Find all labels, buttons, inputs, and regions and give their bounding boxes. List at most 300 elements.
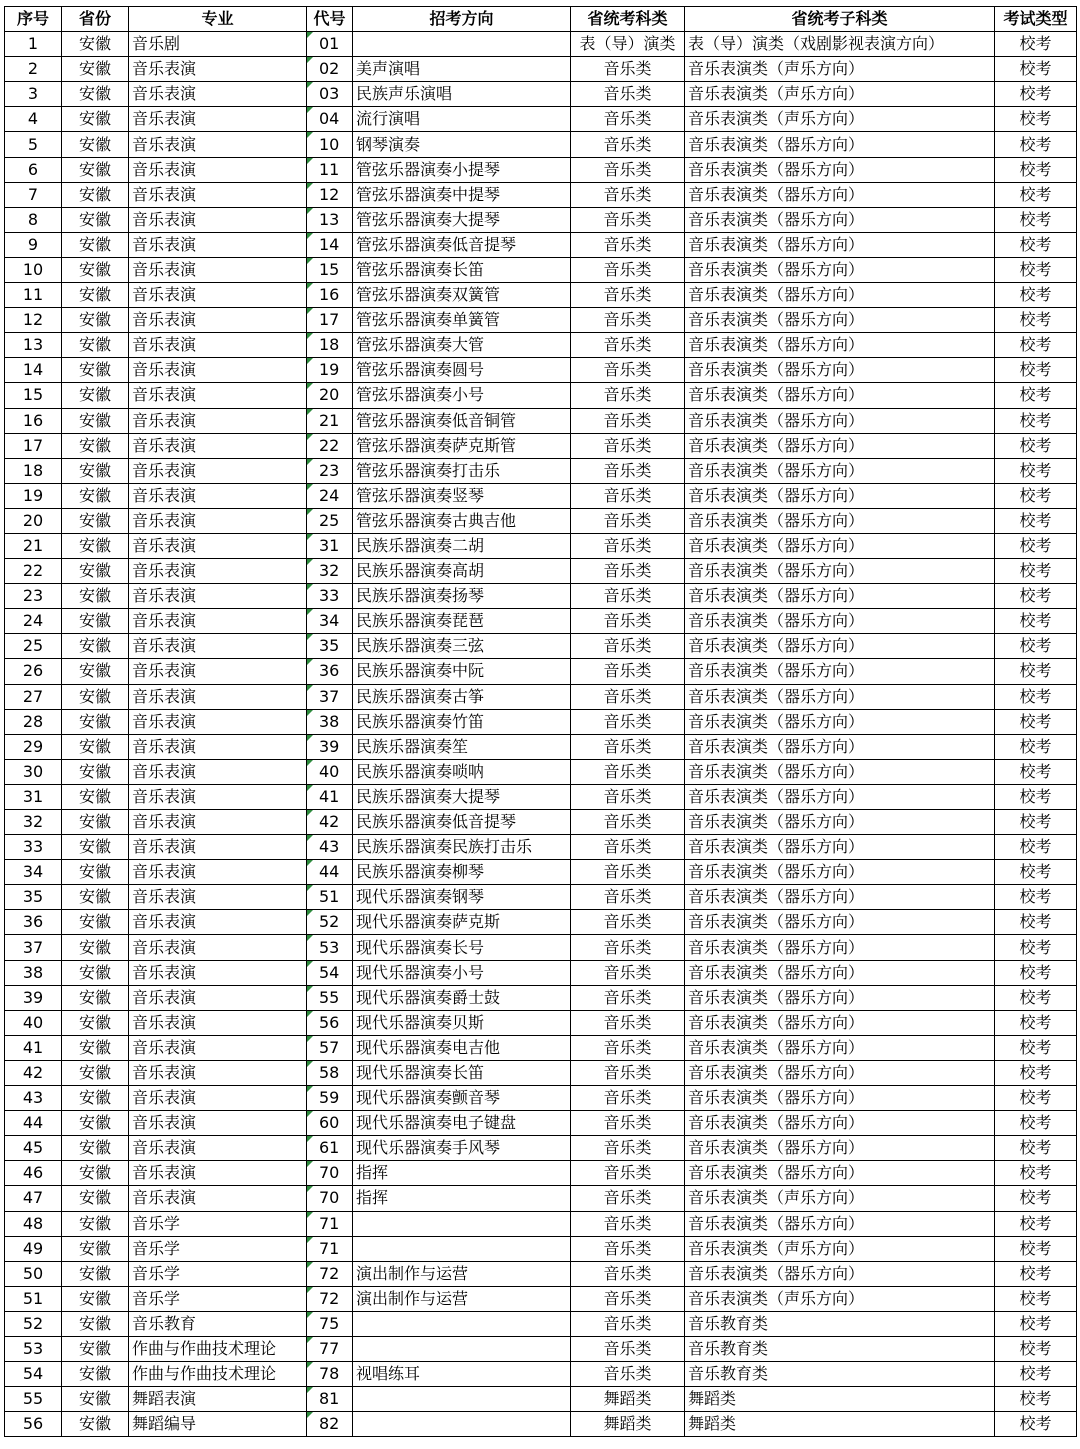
cell-exam-type: 校考 [995,1060,1077,1085]
cell-subcategory: 音乐表演类（器乐方向） [685,935,995,960]
cell-category: 音乐类 [571,1161,685,1186]
cell-subcategory: 音乐表演类（声乐方向） [685,82,995,107]
cell-province: 安徽 [62,885,129,910]
cell-code: 11 [307,157,353,182]
cell-seq: 24 [5,609,62,634]
cell-exam-type: 校考 [995,684,1077,709]
cell-exam-type: 校考 [995,1311,1077,1336]
table-row [5,1211,1077,1236]
cell-category: 音乐类 [571,483,685,508]
cell-code: 57 [307,1035,353,1060]
cell-direction: 流行演唱 [353,107,571,132]
cell-category: 音乐类 [571,584,685,609]
header-code: 代号 [307,7,353,32]
cell-direction: 民族乐器演奏唢呐 [353,759,571,784]
cell-major: 音乐表演 [129,433,307,458]
cell-subcategory: 音乐表演类（器乐方向） [685,559,995,584]
cell-subcategory: 音乐表演类（器乐方向） [685,1161,995,1186]
cell-direction: 管弦乐器演奏竖琴 [353,483,571,508]
admission-table [4,6,1077,1437]
cell-category: 音乐类 [571,458,685,483]
cell-code: 82 [307,1412,353,1437]
cell-major: 音乐表演 [129,207,307,232]
cell-exam-type: 校考 [995,1336,1077,1361]
cell-province: 安徽 [62,157,129,182]
cell-category: 音乐类 [571,358,685,383]
cell-category: 音乐类 [571,283,685,308]
cell-province: 安徽 [62,308,129,333]
cell-category: 音乐类 [571,885,685,910]
cell-code: 23 [307,458,353,483]
cell-province: 安徽 [62,408,129,433]
cell-major: 音乐表演 [129,634,307,659]
table-row [5,157,1077,182]
cell-category: 音乐类 [571,107,685,132]
cell-code: 42 [307,810,353,835]
table-row [5,860,1077,885]
cell-direction: 民族乐器演奏扬琴 [353,584,571,609]
cell-code: 33 [307,584,353,609]
cell-seq: 11 [5,283,62,308]
cell-seq: 48 [5,1211,62,1236]
cell-direction [353,1211,571,1236]
cell-direction: 现代乐器演奏电子键盘 [353,1111,571,1136]
cell-direction: 民族乐器演奏高胡 [353,559,571,584]
cell-code: 55 [307,985,353,1010]
cell-exam-type: 校考 [995,257,1077,282]
cell-exam-type: 校考 [995,759,1077,784]
cell-exam-type: 校考 [995,483,1077,508]
cell-subcategory: 音乐表演类（器乐方向） [685,458,995,483]
cell-code: 70 [307,1186,353,1211]
table-row [5,1261,1077,1286]
cell-major: 音乐学 [129,1286,307,1311]
cell-seq: 35 [5,885,62,910]
cell-code: 22 [307,433,353,458]
cell-direction: 民族乐器演奏中阮 [353,659,571,684]
cell-major: 音乐表演 [129,1111,307,1136]
cell-seq: 41 [5,1035,62,1060]
cell-major: 音乐表演 [129,885,307,910]
cell-seq: 23 [5,584,62,609]
cell-exam-type: 校考 [995,458,1077,483]
cell-subcategory: 音乐表演类（器乐方向） [685,1010,995,1035]
table-row [5,508,1077,533]
cell-seq: 32 [5,810,62,835]
cell-province: 安徽 [62,634,129,659]
cell-major: 音乐教育 [129,1311,307,1336]
cell-category: 音乐类 [571,1211,685,1236]
cell-category: 音乐类 [571,935,685,960]
cell-code: 18 [307,333,353,358]
cell-code: 58 [307,1060,353,1085]
cell-code: 77 [307,1336,353,1361]
cell-direction: 管弦乐器演奏小号 [353,383,571,408]
cell-code: 72 [307,1261,353,1286]
cell-code: 14 [307,232,353,257]
cell-province: 安徽 [62,784,129,809]
cell-major: 音乐表演 [129,358,307,383]
cell-seq: 54 [5,1362,62,1387]
cell-direction: 管弦乐器演奏圆号 [353,358,571,383]
cell-major: 音乐表演 [129,533,307,558]
header-category: 省统考科类 [571,7,685,32]
cell-code: 10 [307,132,353,157]
cell-code: 43 [307,835,353,860]
cell-code: 17 [307,308,353,333]
cell-province: 安徽 [62,1035,129,1060]
cell-province: 安徽 [62,82,129,107]
cell-category: 音乐类 [571,784,685,809]
cell-exam-type: 校考 [995,182,1077,207]
table-row [5,1086,1077,1111]
cell-province: 安徽 [62,1060,129,1085]
cell-seq: 51 [5,1286,62,1311]
cell-code: 53 [307,935,353,960]
cell-code: 78 [307,1362,353,1387]
cell-category: 音乐类 [571,759,685,784]
cell-code: 19 [307,358,353,383]
cell-direction: 现代乐器演奏电吉他 [353,1035,571,1060]
cell-province: 安徽 [62,835,129,860]
cell-subcategory: 音乐表演类（声乐方向） [685,1236,995,1261]
cell-exam-type: 校考 [995,1362,1077,1387]
table-row [5,1111,1077,1136]
cell-exam-type: 校考 [995,1412,1077,1437]
cell-major: 音乐表演 [129,860,307,885]
cell-exam-type: 校考 [995,559,1077,584]
cell-subcategory: 音乐表演类（器乐方向） [685,910,995,935]
cell-major: 音乐表演 [129,1161,307,1186]
cell-category: 舞蹈类 [571,1387,685,1412]
cell-code: 13 [307,207,353,232]
cell-major: 音乐表演 [129,508,307,533]
cell-category: 舞蹈类 [571,1412,685,1437]
cell-major: 音乐表演 [129,232,307,257]
cell-exam-type: 校考 [995,1010,1077,1035]
cell-subcategory: 音乐表演类（器乐方向） [685,835,995,860]
cell-category: 音乐类 [571,960,685,985]
table-row [5,1035,1077,1060]
cell-major: 音乐表演 [129,57,307,82]
cell-subcategory: 音乐表演类（声乐方向） [685,1286,995,1311]
cell-subcategory: 音乐表演类（器乐方向） [685,483,995,508]
cell-major: 音乐表演 [129,1035,307,1060]
cell-exam-type: 校考 [995,508,1077,533]
cell-seq: 52 [5,1311,62,1336]
cell-major: 音乐学 [129,1261,307,1286]
cell-exam-type: 校考 [995,985,1077,1010]
table-row [5,1186,1077,1211]
cell-subcategory: 音乐表演类（器乐方向） [685,182,995,207]
cell-major: 音乐表演 [129,157,307,182]
cell-subcategory: 音乐表演类（器乐方向） [685,132,995,157]
cell-direction: 现代乐器演奏颤音琴 [353,1086,571,1111]
cell-direction: 管弦乐器演奏单簧管 [353,308,571,333]
cell-exam-type: 校考 [995,157,1077,182]
table-row [5,910,1077,935]
cell-major: 音乐表演 [129,810,307,835]
table-row [5,1311,1077,1336]
table-row [5,32,1077,57]
cell-code: 59 [307,1086,353,1111]
cell-direction: 管弦乐器演奏打击乐 [353,458,571,483]
table-row [5,684,1077,709]
cell-category: 音乐类 [571,684,685,709]
cell-province: 安徽 [62,57,129,82]
cell-seq: 36 [5,910,62,935]
table-row [5,1136,1077,1161]
table-row [5,408,1077,433]
cell-category: 音乐类 [571,1311,685,1336]
table-row [5,584,1077,609]
cell-major: 音乐表演 [129,709,307,734]
cell-category: 音乐类 [571,1336,685,1361]
header-province: 省份 [62,7,129,32]
cell-major: 音乐表演 [129,734,307,759]
header-subcategory: 省统考子科类 [685,7,995,32]
cell-seq: 15 [5,383,62,408]
cell-seq: 4 [5,107,62,132]
cell-category: 音乐类 [571,910,685,935]
cell-code: 12 [307,182,353,207]
cell-code: 52 [307,910,353,935]
cell-seq: 45 [5,1136,62,1161]
cell-category: 音乐类 [571,709,685,734]
cell-subcategory: 音乐教育类 [685,1311,995,1336]
cell-direction [353,1236,571,1261]
cell-exam-type: 校考 [995,734,1077,759]
cell-major: 音乐表演 [129,483,307,508]
cell-subcategory: 音乐表演类（器乐方向） [685,684,995,709]
table-row [5,533,1077,558]
cell-direction: 管弦乐器演奏大提琴 [353,207,571,232]
cell-seq: 50 [5,1261,62,1286]
cell-subcategory: 音乐表演类（器乐方向） [685,1111,995,1136]
cell-seq: 56 [5,1412,62,1437]
cell-major: 音乐表演 [129,408,307,433]
table-row [5,960,1077,985]
cell-major: 音乐剧 [129,32,307,57]
table-row [5,1060,1077,1085]
cell-exam-type: 校考 [995,1136,1077,1161]
cell-exam-type: 校考 [995,232,1077,257]
cell-category: 音乐类 [571,985,685,1010]
cell-seq: 16 [5,408,62,433]
cell-seq: 21 [5,533,62,558]
cell-category: 音乐类 [571,1362,685,1387]
cell-major: 音乐表演 [129,107,307,132]
cell-exam-type: 校考 [995,308,1077,333]
cell-seq: 46 [5,1161,62,1186]
cell-direction: 民族乐器演奏笙 [353,734,571,759]
table-row [5,935,1077,960]
cell-subcategory: 音乐表演类（器乐方向） [685,960,995,985]
cell-subcategory: 音乐表演类（器乐方向） [685,358,995,383]
table-row [5,709,1077,734]
table-row [5,82,1077,107]
cell-category: 音乐类 [571,609,685,634]
cell-code: 71 [307,1211,353,1236]
cell-province: 安徽 [62,358,129,383]
cell-code: 54 [307,960,353,985]
cell-direction: 民族乐器演奏低音提琴 [353,810,571,835]
cell-code: 60 [307,1111,353,1136]
cell-category: 音乐类 [571,860,685,885]
cell-province: 安徽 [62,935,129,960]
cell-direction: 民族声乐演唱 [353,82,571,107]
cell-category: 音乐类 [571,1186,685,1211]
cell-subcategory: 音乐表演类（声乐方向） [685,107,995,132]
cell-exam-type: 校考 [995,32,1077,57]
table-row [5,207,1077,232]
cell-seq: 33 [5,835,62,860]
cell-major: 音乐表演 [129,308,307,333]
cell-code: 21 [307,408,353,433]
cell-direction: 演出制作与运营 [353,1286,571,1311]
cell-province: 安徽 [62,1261,129,1286]
cell-subcategory: 音乐表演类（器乐方向） [685,634,995,659]
cell-direction: 管弦乐器演奏萨克斯管 [353,433,571,458]
cell-category: 表（导）演类 [571,32,685,57]
cell-direction: 演出制作与运营 [353,1261,571,1286]
cell-seq: 12 [5,308,62,333]
cell-subcategory: 音乐表演类（器乐方向） [685,985,995,1010]
table-row [5,182,1077,207]
cell-category: 音乐类 [571,333,685,358]
cell-major: 音乐表演 [129,1010,307,1035]
cell-subcategory: 音乐表演类（器乐方向） [685,508,995,533]
cell-exam-type: 校考 [995,860,1077,885]
cell-major: 作曲与作曲技术理论 [129,1336,307,1361]
cell-province: 安徽 [62,759,129,784]
cell-category: 音乐类 [571,559,685,584]
cell-province: 安徽 [62,483,129,508]
cell-major: 音乐表演 [129,458,307,483]
cell-direction: 民族乐器演奏柳琴 [353,860,571,885]
cell-major: 音乐表演 [129,910,307,935]
cell-province: 安徽 [62,684,129,709]
cell-major: 音乐表演 [129,257,307,282]
cell-province: 安徽 [62,283,129,308]
cell-province: 安徽 [62,709,129,734]
cell-major: 音乐表演 [129,985,307,1010]
cell-province: 安徽 [62,559,129,584]
cell-seq: 37 [5,935,62,960]
cell-category: 音乐类 [571,1261,685,1286]
cell-code: 61 [307,1136,353,1161]
cell-category: 音乐类 [571,157,685,182]
cell-major: 音乐表演 [129,759,307,784]
cell-seq: 5 [5,132,62,157]
cell-direction: 管弦乐器演奏长笛 [353,257,571,282]
cell-code: 01 [307,32,353,57]
table-row [5,659,1077,684]
cell-code: 36 [307,659,353,684]
cell-province: 安徽 [62,1311,129,1336]
table-row [5,1236,1077,1261]
cell-seq: 1 [5,32,62,57]
cell-major: 音乐表演 [129,609,307,634]
cell-direction: 美声演唱 [353,57,571,82]
cell-subcategory: 音乐教育类 [685,1362,995,1387]
cell-category: 音乐类 [571,533,685,558]
cell-subcategory: 音乐表演类（器乐方向） [685,308,995,333]
cell-exam-type: 校考 [995,709,1077,734]
cell-exam-type: 校考 [995,910,1077,935]
table-row [5,483,1077,508]
cell-exam-type: 校考 [995,1186,1077,1211]
cell-category: 音乐类 [571,835,685,860]
cell-subcategory: 音乐表演类（器乐方向） [685,810,995,835]
cell-seq: 7 [5,182,62,207]
table-row [5,759,1077,784]
cell-exam-type: 校考 [995,1086,1077,1111]
cell-seq: 43 [5,1086,62,1111]
cell-province: 安徽 [62,860,129,885]
cell-seq: 19 [5,483,62,508]
cell-seq: 3 [5,82,62,107]
cell-province: 安徽 [62,1387,129,1412]
cell-province: 安徽 [62,734,129,759]
table-row [5,283,1077,308]
cell-direction: 指挥 [353,1186,571,1211]
cell-major: 舞蹈编导 [129,1412,307,1437]
cell-seq: 38 [5,960,62,985]
cell-subcategory: 音乐表演类（器乐方向） [685,609,995,634]
cell-major: 音乐表演 [129,784,307,809]
cell-major: 音乐表演 [129,1136,307,1161]
cell-code: 51 [307,885,353,910]
header-direction: 招考方向 [353,7,571,32]
cell-province: 安徽 [62,232,129,257]
cell-province: 安徽 [62,1086,129,1111]
table-row [5,1286,1077,1311]
table-row [5,634,1077,659]
cell-province: 安徽 [62,107,129,132]
cell-seq: 29 [5,734,62,759]
cell-seq: 55 [5,1387,62,1412]
cell-seq: 34 [5,860,62,885]
table-row [5,383,1077,408]
table-row [5,734,1077,759]
cell-province: 安徽 [62,1211,129,1236]
cell-code: 24 [307,483,353,508]
cell-subcategory: 音乐表演类（器乐方向） [685,433,995,458]
cell-category: 音乐类 [571,1010,685,1035]
cell-seq: 39 [5,985,62,1010]
cell-exam-type: 校考 [995,107,1077,132]
cell-major: 作曲与作曲技术理论 [129,1362,307,1387]
cell-subcategory: 音乐表演类（器乐方向） [685,207,995,232]
cell-province: 安徽 [62,1010,129,1035]
cell-province: 安徽 [62,910,129,935]
cell-subcategory: 音乐表演类（器乐方向） [685,408,995,433]
cell-subcategory: 音乐表演类（器乐方向） [685,784,995,809]
cell-direction [353,32,571,57]
cell-direction: 管弦乐器演奏大管 [353,333,571,358]
table-row [5,433,1077,458]
cell-seq: 47 [5,1186,62,1211]
cell-subcategory: 音乐表演类（器乐方向） [685,1136,995,1161]
cell-seq: 40 [5,1010,62,1035]
cell-code: 39 [307,734,353,759]
cell-exam-type: 校考 [995,1211,1077,1236]
cell-direction: 管弦乐器演奏低音提琴 [353,232,571,257]
cell-subcategory: 音乐表演类（器乐方向） [685,584,995,609]
cell-exam-type: 校考 [995,960,1077,985]
cell-subcategory: 舞蹈类 [685,1387,995,1412]
